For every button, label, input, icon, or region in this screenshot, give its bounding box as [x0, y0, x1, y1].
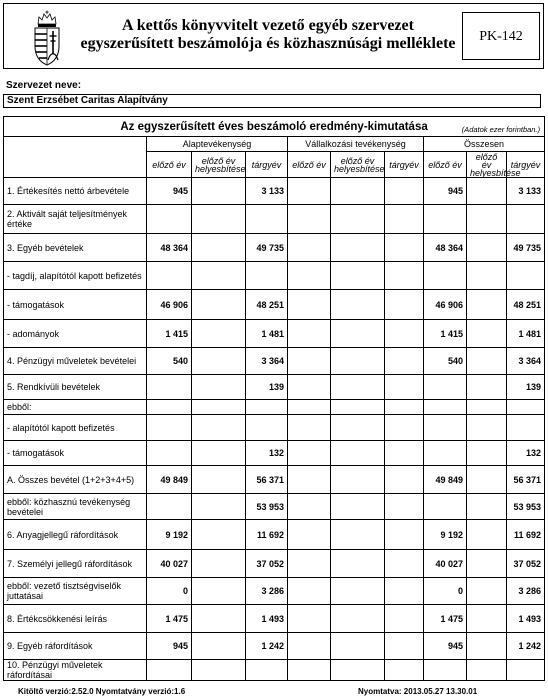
value-cell[interactable]: 11 692 — [507, 520, 545, 550]
row-label: ebből: közhasznú tevékenység bevételei — [4, 494, 147, 520]
value-cell[interactable] — [467, 348, 507, 375]
value-cell[interactable] — [192, 466, 246, 494]
value-cell[interactable] — [467, 178, 507, 205]
value-cell[interactable]: 540 — [424, 348, 467, 375]
value-cell[interactable]: 1 493 — [246, 605, 288, 633]
value-cell[interactable] — [331, 520, 385, 550]
value-cell[interactable] — [385, 375, 424, 400]
report-title-row — [4, 117, 545, 137]
value-cell[interactable] — [467, 466, 507, 494]
value-cell[interactable]: 0 — [424, 578, 467, 605]
value-cell[interactable] — [288, 178, 331, 205]
value-cell[interactable]: 49 735 — [507, 234, 545, 262]
value-cell[interactable] — [331, 320, 385, 348]
value-cell[interactable] — [288, 400, 331, 415]
value-cell[interactable]: 132 — [246, 441, 288, 466]
value-cell[interactable]: 3 133 — [246, 178, 288, 205]
value-cell[interactable] — [288, 550, 331, 578]
value-cell[interactable] — [467, 550, 507, 578]
value-cell[interactable] — [288, 520, 331, 550]
value-cell[interactable] — [192, 234, 246, 262]
value-cell[interactable] — [331, 633, 385, 660]
document-title-line-1: A kettős könyvvitelt vezető egyéb szervezet — [122, 17, 414, 34]
value-cell[interactable]: 9 192 — [147, 520, 192, 550]
value-cell[interactable]: 46 906 — [424, 290, 467, 320]
row-label: 6. Anyagjellegű ráfordítások — [4, 520, 147, 550]
row-label: 9. Egyéb ráfordítások — [4, 633, 147, 660]
value-cell[interactable] — [385, 660, 424, 681]
table-row — [4, 415, 545, 441]
value-cell[interactable]: 53 953 — [507, 494, 545, 520]
value-cell[interactable] — [507, 205, 545, 234]
value-cell[interactable] — [246, 262, 288, 290]
value-cell[interactable]: 53 953 — [246, 494, 288, 520]
value-cell[interactable]: 3 286 — [507, 578, 545, 605]
value-cell[interactable]: 40 027 — [424, 550, 467, 578]
value-cell[interactable]: 1 415 — [147, 320, 192, 348]
value-cell[interactable] — [192, 441, 246, 466]
table-row — [4, 494, 545, 520]
value-cell[interactable] — [147, 494, 192, 520]
value-cell[interactable] — [385, 550, 424, 578]
value-cell[interactable] — [467, 633, 507, 660]
table-row — [4, 205, 545, 234]
value-cell[interactable]: 139 — [507, 375, 545, 400]
report-title-cell — [4, 117, 545, 137]
group-header-total: Összesen — [424, 137, 545, 152]
value-cell[interactable] — [192, 633, 246, 660]
value-cell[interactable]: 48 251 — [246, 290, 288, 320]
value-cell[interactable] — [385, 415, 424, 441]
value-cell[interactable] — [467, 400, 507, 415]
value-cell[interactable]: 49 735 — [246, 234, 288, 262]
value-cell[interactable] — [147, 262, 192, 290]
group-header-business: Vállalkozási tevékenység — [288, 137, 424, 152]
group-header-basic: Alaptevékenység — [147, 137, 288, 152]
value-cell[interactable] — [424, 494, 467, 520]
value-cell[interactable] — [467, 415, 507, 441]
value-cell[interactable] — [288, 320, 331, 348]
value-cell[interactable]: 945 — [424, 633, 467, 660]
document-title-line-2: egyszerűsített beszámolója és közhasznúsági melléklete — [80, 35, 456, 52]
value-cell[interactable] — [147, 415, 192, 441]
value-cell[interactable] — [288, 633, 331, 660]
value-cell[interactable] — [385, 400, 424, 415]
value-cell[interactable] — [331, 262, 385, 290]
value-cell[interactable] — [192, 290, 246, 320]
income-statement-table — [3, 116, 545, 681]
table-row — [4, 234, 545, 262]
table-row — [4, 466, 545, 494]
value-cell[interactable] — [192, 494, 246, 520]
value-cell[interactable]: 139 — [246, 375, 288, 400]
value-cell[interactable]: 1 481 — [246, 320, 288, 348]
value-cell[interactable] — [147, 400, 192, 415]
value-cell[interactable] — [192, 660, 246, 681]
form-header — [3, 3, 544, 69]
subheader-prev-year: előző év — [424, 152, 467, 178]
value-cell[interactable] — [147, 441, 192, 466]
value-cell[interactable] — [385, 290, 424, 320]
value-cell[interactable] — [467, 520, 507, 550]
value-cell[interactable]: 3 364 — [246, 348, 288, 375]
value-cell[interactable]: 48 251 — [507, 290, 545, 320]
value-cell[interactable] — [147, 375, 192, 400]
value-cell[interactable] — [288, 290, 331, 320]
value-cell[interactable]: 945 — [147, 178, 192, 205]
value-cell[interactable] — [467, 375, 507, 400]
subheader-prev-year: előző év — [147, 152, 192, 178]
value-cell[interactable] — [246, 415, 288, 441]
value-cell[interactable] — [192, 178, 246, 205]
value-cell[interactable]: 1 242 — [507, 633, 545, 660]
value-cell[interactable] — [467, 578, 507, 605]
value-cell[interactable] — [192, 262, 246, 290]
row-label: 3. Egyéb bevételek — [4, 234, 147, 262]
value-cell[interactable] — [288, 494, 331, 520]
organization-name-field[interactable]: Szent Erzsébet Caritas Alapítvány — [3, 94, 541, 108]
row-label: - adományok — [4, 320, 147, 348]
value-cell[interactable] — [288, 605, 331, 633]
value-cell[interactable] — [424, 375, 467, 400]
value-cell[interactable] — [288, 234, 331, 262]
row-label: 10. Pénzügyi műveletek ráfordításai — [4, 660, 147, 681]
value-cell[interactable] — [288, 262, 331, 290]
subheader-prev-adjustment: előző év helyesbítése — [467, 152, 507, 178]
hungarian-coat-of-arms-icon — [32, 10, 62, 66]
value-cell[interactable]: 3 364 — [507, 348, 545, 375]
table-row — [4, 578, 545, 605]
value-cell[interactable] — [331, 578, 385, 605]
row-label: A. Összes bevétel (1+2+3+4+5) — [4, 466, 147, 494]
row-label: - támogatások — [4, 441, 147, 466]
value-cell[interactable]: 540 — [147, 348, 192, 375]
value-cell[interactable] — [424, 415, 467, 441]
value-cell[interactable]: 945 — [424, 178, 467, 205]
subheader-current-year: tárgyév — [385, 152, 424, 178]
value-cell[interactable] — [331, 205, 385, 234]
value-cell[interactable] — [424, 660, 467, 681]
value-cell[interactable] — [246, 660, 288, 681]
value-cell[interactable] — [385, 520, 424, 550]
value-cell[interactable]: 56 371 — [246, 466, 288, 494]
value-cell[interactable] — [192, 520, 246, 550]
value-cell[interactable] — [467, 205, 507, 234]
row-label: ebből: vezető tisztségviselők juttatásai — [4, 578, 147, 605]
table-row — [4, 348, 545, 375]
subheader-current-year: tárgyév — [507, 152, 545, 178]
table-row — [4, 660, 545, 681]
value-cell[interactable]: 945 — [147, 633, 192, 660]
value-cell[interactable]: 1 475 — [424, 605, 467, 633]
organization-label: Szervezet neve: — [6, 80, 82, 91]
value-cell[interactable]: 9 192 — [424, 520, 467, 550]
value-cell[interactable]: 37 052 — [507, 550, 545, 578]
value-cell[interactable] — [467, 660, 507, 681]
value-cell[interactable] — [331, 466, 385, 494]
value-cell[interactable] — [331, 348, 385, 375]
footer-print-date: Nyomtatva: 2013.05.27 13.30.01 — [358, 687, 478, 696]
row-label: - alapítótól kapott befizetés — [4, 415, 147, 441]
value-cell[interactable] — [507, 415, 545, 441]
value-cell[interactable] — [331, 441, 385, 466]
value-cell[interactable] — [192, 605, 246, 633]
value-cell[interactable] — [288, 348, 331, 375]
table-row — [4, 178, 545, 205]
row-label: - tagdíj, alapítótól kapott befizetés — [4, 262, 147, 290]
value-cell[interactable] — [467, 262, 507, 290]
value-cell[interactable] — [385, 262, 424, 290]
value-cell[interactable] — [385, 320, 424, 348]
value-cell[interactable] — [192, 205, 246, 234]
table-row — [4, 605, 545, 633]
subheader-prev-adjustment: előző év helyesbítése — [331, 152, 385, 178]
table-row — [4, 633, 545, 660]
table-row — [4, 320, 545, 348]
value-cell[interactable] — [507, 400, 545, 415]
value-cell[interactable] — [467, 320, 507, 348]
value-cell[interactable] — [288, 578, 331, 605]
value-cell[interactable] — [424, 400, 467, 415]
value-cell[interactable] — [331, 494, 385, 520]
value-cell[interactable]: 1 493 — [507, 605, 545, 633]
value-cell[interactable] — [424, 262, 467, 290]
value-cell[interactable] — [192, 320, 246, 348]
value-cell[interactable]: 1 242 — [246, 633, 288, 660]
row-label: 5. Rendkívüli bevételek — [4, 375, 147, 400]
value-cell[interactable] — [331, 400, 385, 415]
value-cell[interactable]: 48 364 — [147, 234, 192, 262]
report-title: Az egyszerűsített éves beszámoló eredmény-kimutatása — [120, 120, 428, 133]
document-title — [78, 17, 458, 53]
value-cell[interactable] — [331, 415, 385, 441]
subheader-current-year: tárgyév — [246, 152, 288, 178]
value-cell[interactable] — [331, 234, 385, 262]
value-cell[interactable] — [467, 290, 507, 320]
value-cell[interactable] — [467, 494, 507, 520]
value-cell[interactable]: 1 481 — [507, 320, 545, 348]
value-cell[interactable] — [331, 660, 385, 681]
value-cell[interactable] — [147, 205, 192, 234]
value-cell[interactable] — [246, 400, 288, 415]
value-cell[interactable] — [288, 660, 331, 681]
row-label: 7. Személyi jellegű ráfordítások — [4, 550, 147, 578]
value-cell[interactable] — [385, 466, 424, 494]
table-row — [4, 375, 545, 400]
value-cell[interactable] — [385, 605, 424, 633]
row-label: - támogatások — [4, 290, 147, 320]
value-cell[interactable]: 46 906 — [147, 290, 192, 320]
table-row — [4, 400, 545, 415]
value-cell[interactable] — [192, 400, 246, 415]
value-cell[interactable] — [385, 441, 424, 466]
table-row — [4, 441, 545, 466]
value-cell[interactable] — [147, 660, 192, 681]
value-cell[interactable] — [192, 348, 246, 375]
value-cell[interactable] — [385, 578, 424, 605]
row-label: 8. Értékcsökkenési leírás — [4, 605, 147, 633]
value-cell[interactable] — [192, 550, 246, 578]
row-label: ebből: — [4, 400, 147, 415]
value-cell[interactable]: 3 133 — [507, 178, 545, 205]
value-cell[interactable] — [246, 205, 288, 234]
value-cell[interactable] — [192, 375, 246, 400]
value-cell[interactable] — [288, 375, 331, 400]
value-cell[interactable]: 1 415 — [424, 320, 467, 348]
value-cell[interactable] — [385, 494, 424, 520]
value-cell[interactable]: 49 849 — [147, 466, 192, 494]
value-cell[interactable]: 48 364 — [424, 234, 467, 262]
value-cell[interactable] — [288, 205, 331, 234]
value-cell[interactable] — [192, 578, 246, 605]
value-cell[interactable]: 40 027 — [147, 550, 192, 578]
form-code-box: PK-142 — [462, 12, 540, 60]
table-row — [4, 262, 545, 290]
value-cell[interactable] — [507, 660, 545, 681]
value-cell[interactable] — [288, 466, 331, 494]
value-cell[interactable] — [467, 234, 507, 262]
label-header-cell — [4, 137, 147, 178]
value-cell[interactable] — [385, 348, 424, 375]
value-cell[interactable] — [424, 441, 467, 466]
value-cell[interactable] — [331, 605, 385, 633]
value-cell[interactable]: 56 371 — [507, 466, 545, 494]
value-cell[interactable] — [385, 633, 424, 660]
value-cell[interactable]: 0 — [147, 578, 192, 605]
value-cell[interactable] — [192, 415, 246, 441]
footer-version-info: Kitöltő verzió:2.52.0 Nyomtatvány verzió:1.6 — [18, 687, 186, 696]
table-row — [4, 290, 545, 320]
value-cell[interactable] — [507, 262, 545, 290]
value-cell[interactable] — [424, 205, 467, 234]
value-cell[interactable] — [331, 375, 385, 400]
group-header-row — [4, 137, 545, 152]
value-cell[interactable] — [385, 234, 424, 262]
value-cell[interactable] — [385, 205, 424, 234]
value-cell[interactable]: 49 849 — [424, 466, 467, 494]
value-cell[interactable] — [467, 441, 507, 466]
value-cell[interactable]: 3 286 — [246, 578, 288, 605]
value-cell[interactable] — [331, 178, 385, 205]
value-cell[interactable]: 132 — [507, 441, 545, 466]
value-cell[interactable] — [288, 441, 331, 466]
row-label: 2. Aktivált saját teljesítmények értéke — [4, 205, 147, 234]
value-cell[interactable] — [331, 550, 385, 578]
value-cell[interactable] — [467, 605, 507, 633]
value-cell[interactable] — [288, 415, 331, 441]
row-label: 4. Pénzügyi műveletek bevételei — [4, 348, 147, 375]
table-row — [4, 520, 545, 550]
units-note: (Adatok ezer forintban.) — [461, 125, 541, 134]
subheader-prev-adjustment: előző év helyesbítése — [192, 152, 246, 178]
value-cell[interactable]: 11 692 — [246, 520, 288, 550]
table-row — [4, 550, 545, 578]
subheader-prev-year: előző év — [288, 152, 331, 178]
value-cell[interactable]: 37 052 — [246, 550, 288, 578]
value-cell[interactable]: 1 475 — [147, 605, 192, 633]
row-label: 1. Értékesítés nettó árbevétele — [4, 178, 147, 205]
value-cell[interactable] — [385, 178, 424, 205]
value-cell[interactable] — [331, 290, 385, 320]
